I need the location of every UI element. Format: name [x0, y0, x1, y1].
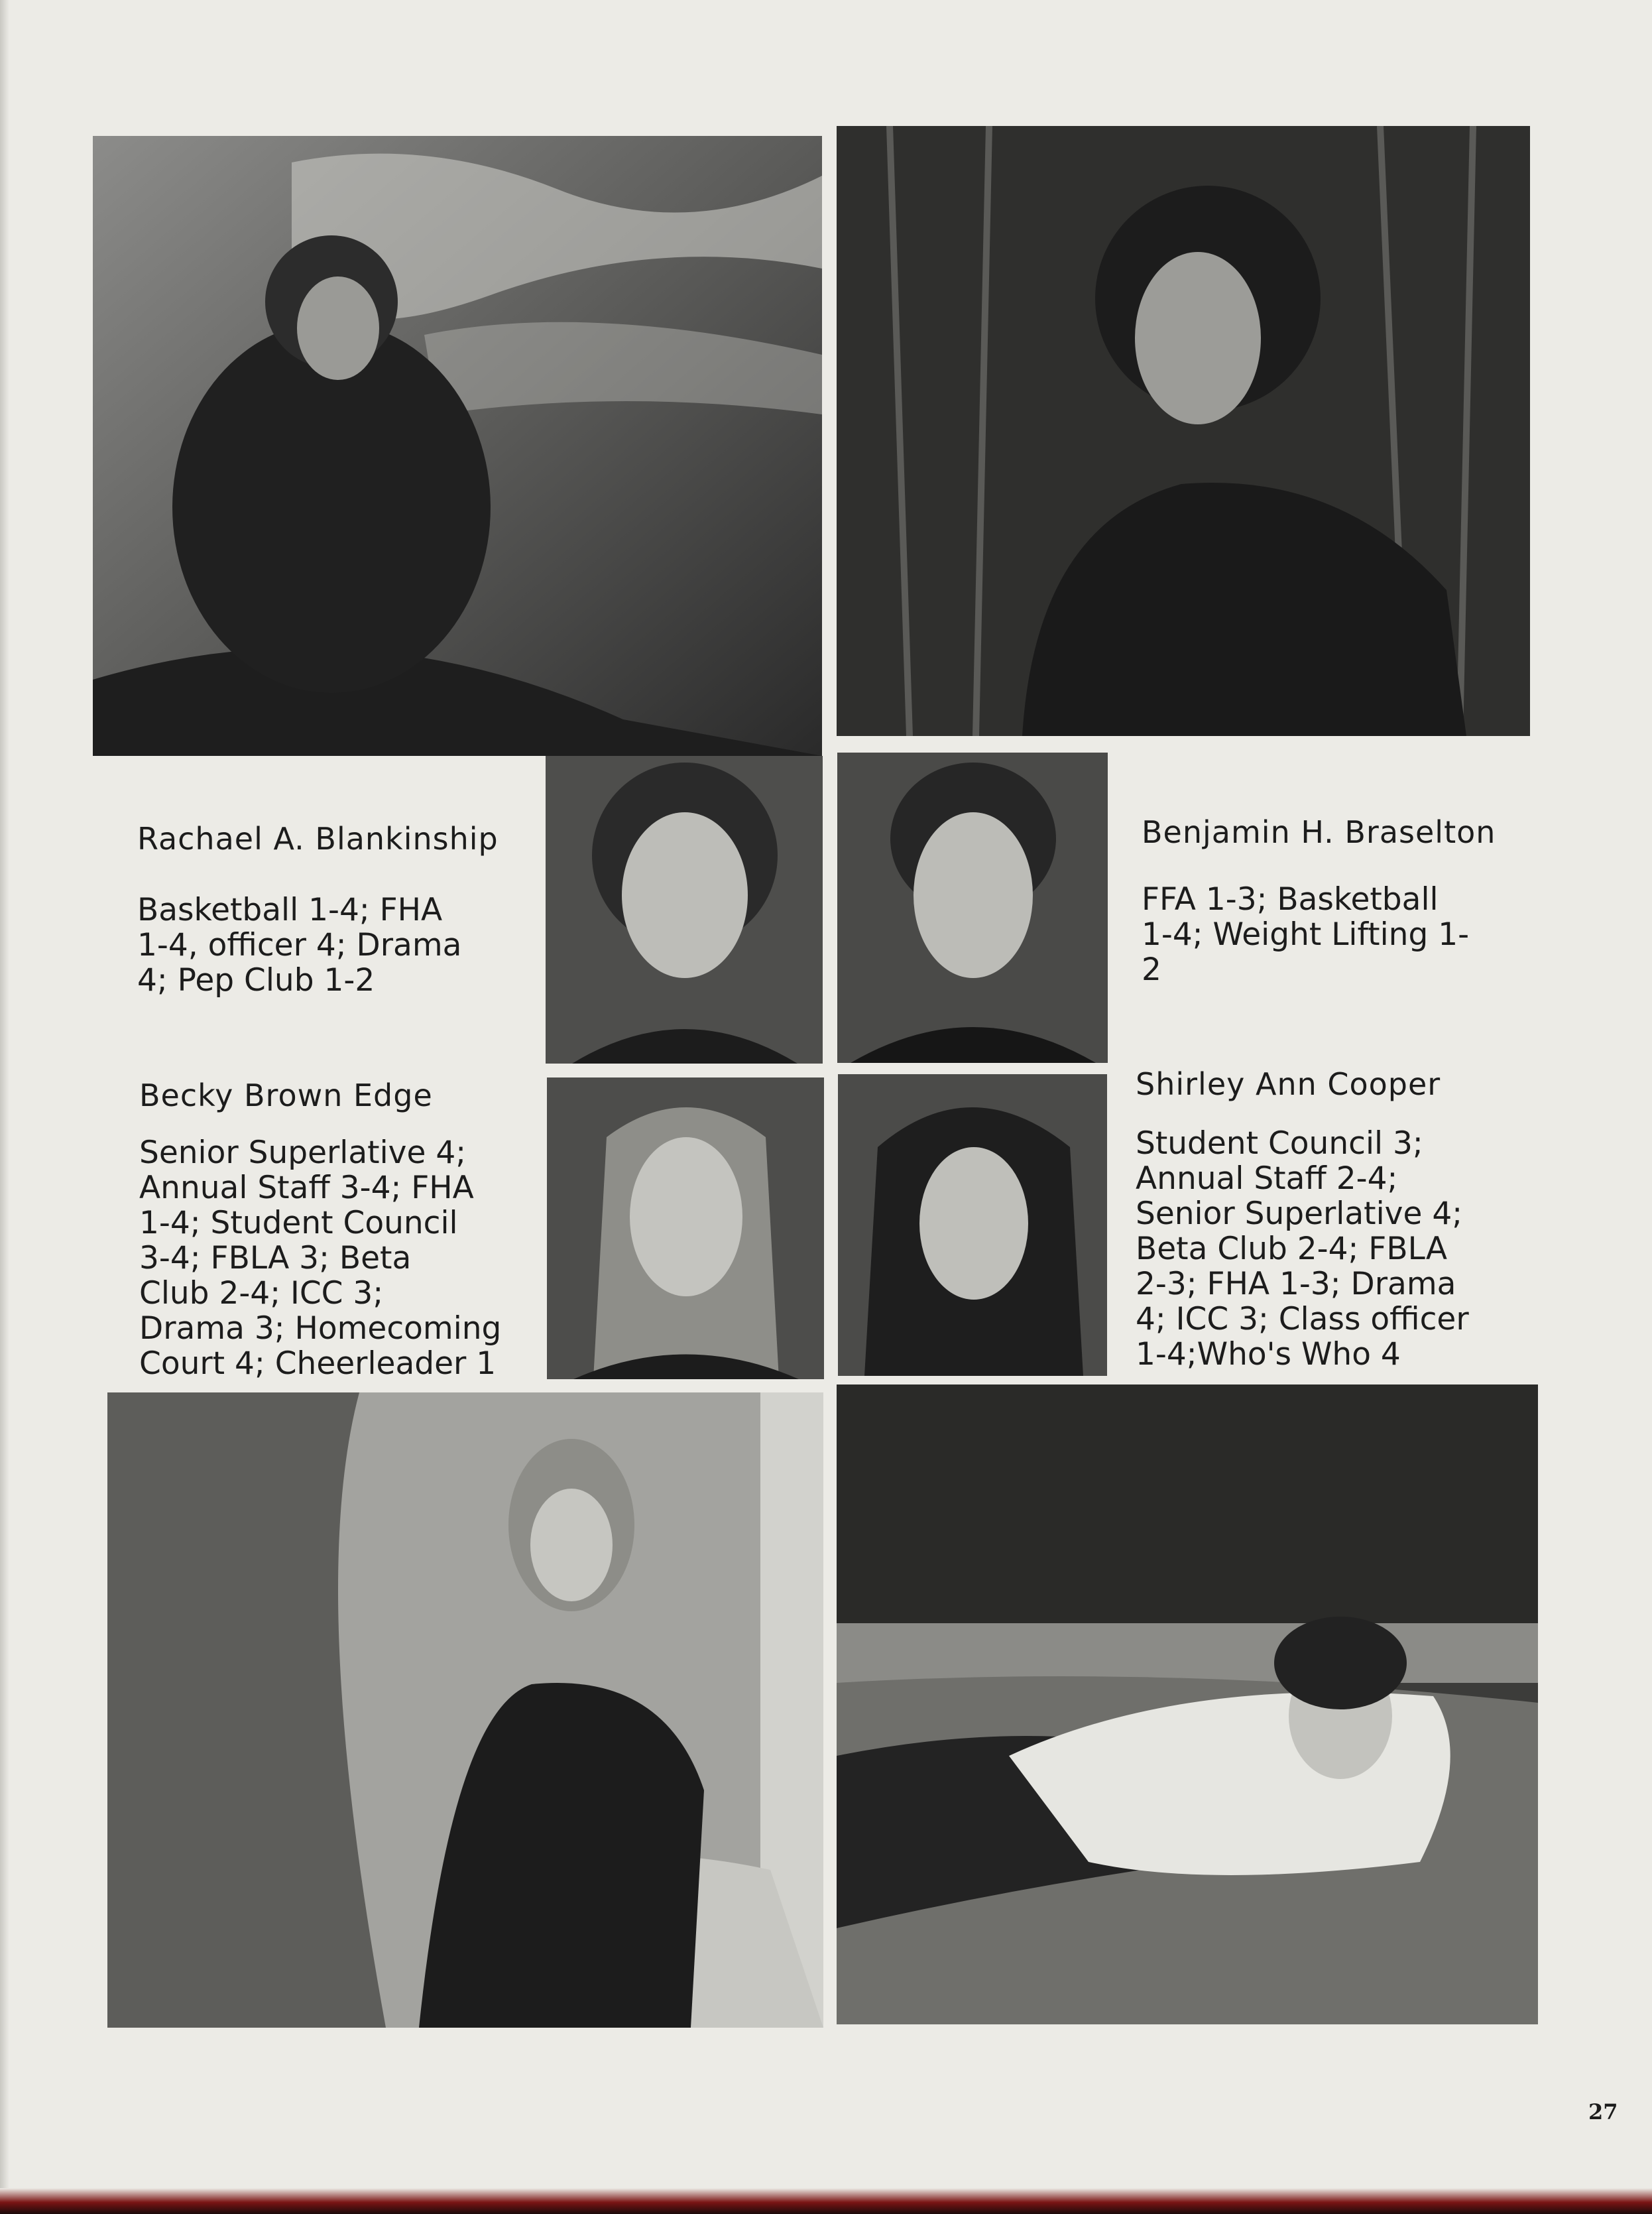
portrait-edge: [547, 1077, 824, 1379]
portrait-blankinship: [546, 756, 823, 1064]
page-edge: [0, 0, 9, 2214]
portrait-cooper: [838, 1074, 1107, 1376]
senior-activities-braselton: FFA 1-3; Basketball 1-4; Weight Lifting 1- 2: [1142, 881, 1470, 988]
candid-photo-braselton: [837, 126, 1530, 736]
senior-name-braselton: Benjamin H. Braselton: [1142, 814, 1496, 850]
candid-photo-blankinship: [93, 136, 822, 756]
senior-activities-blankinship: Basketball 1-4; FHA 1-4, officer 4; Drama 4; Pep Club 1-2: [137, 892, 462, 999]
candid-photo-cooper: [837, 1384, 1538, 2024]
page-number: 27: [1588, 2099, 1618, 2124]
portrait-braselton: [837, 753, 1108, 1063]
page-edge-bottom: [0, 2188, 1652, 2214]
senior-activities-edge: Senior Superlative 4; Annual Staff 3-4; FHA 1-4; Student Council 3-4; FBLA 3; Beta Club 2-4; ICC 3; Drama 3; Homecoming Court 4; Cheerleader 1: [139, 1135, 502, 1382]
candid-photo-edge: [107, 1392, 823, 2028]
senior-name-blankinship: Rachael A. Blankinship: [137, 821, 499, 857]
senior-name-edge: Becky Brown Edge: [139, 1077, 433, 1113]
senior-name-cooper: Shirley Ann Cooper: [1136, 1066, 1441, 1102]
senior-activities-cooper: Student Council 3; Annual Staff 2-4; Senior Superlative 4; Beta Club 2-4; FBLA 2-3; FHA 1-3; Drama 4; ICC 3; Class officer 1-4;Who's Who 4: [1136, 1125, 1469, 1373]
